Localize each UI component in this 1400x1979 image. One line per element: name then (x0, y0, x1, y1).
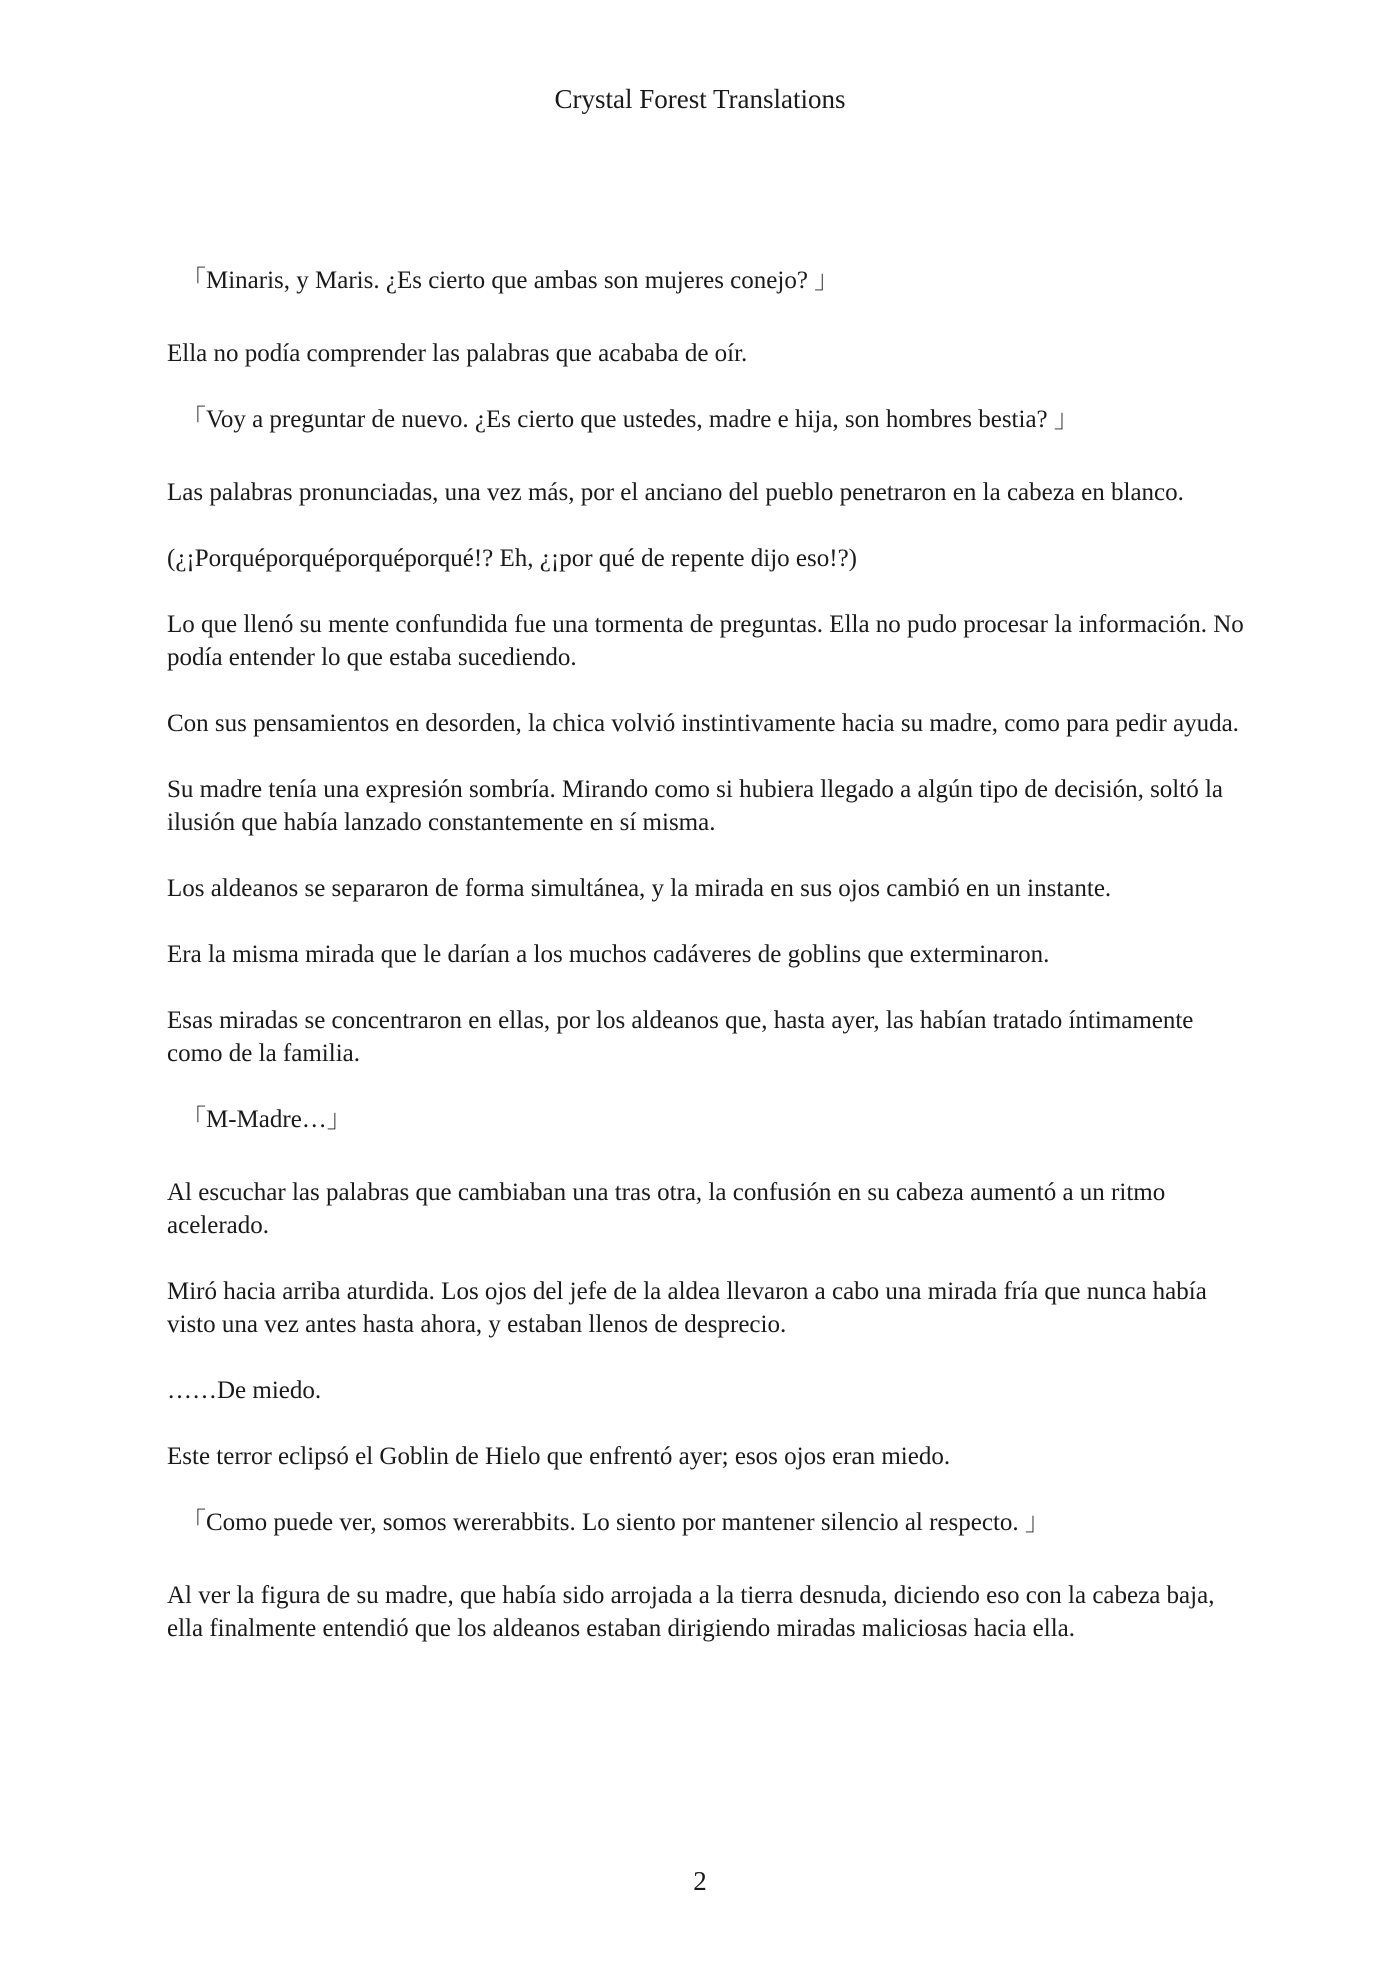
paragraph: Ella no podía comprender las palabras que acababa de oír. (167, 340, 748, 367)
page-header: Crystal Forest Translations (554, 84, 846, 114)
paragraph: ……De miedo. (167, 1377, 322, 1404)
paragraph-dialogue: 「Voy a preguntar de nuevo. ¿Es cierto que ustedes, madre e hija, son hombres bestia? 」 (181, 406, 1079, 433)
paragraph: Al escuchar las palabras que cambiaban una tras otra, la confusión en su cabeza aumentó a un ritmo acelerado. (167, 1179, 1166, 1239)
document-body (167, 256, 1247, 1678)
paragraph-thought: (¿¡Porquéporquéporquéporqué!? Eh, ¿¡por qué de repente dijo eso!?) (167, 545, 857, 572)
paragraph: Los aldeanos se separaron de forma simultánea, y la mirada en sus ojos cambió en un instante. (167, 875, 1112, 902)
paragraph: Esas miradas se concentraron en ellas, por los aldeanos que, hasta ayer, las habían tratado íntimamente como de la familia. (167, 1007, 1194, 1067)
paragraph: Era la misma mirada que le darían a los muchos cadáveres de goblins que exterminaron. (167, 941, 1050, 968)
paragraph: Su madre tenía una expresión sombría. Mirando como si hubiera llegado a algún tipo de decisión, soltó la ilusión que había lanzado constantemente en sí misma. (167, 776, 1223, 836)
paragraph: Miró hacia arriba aturdida. Los ojos del jefe de la aldea llevaron a cabo una mirada fría que nunca había visto una vez antes hasta ahora, y estaban llenos de desprecio. (167, 1278, 1207, 1338)
paragraph: Este terror eclipsó el Goblin de Hielo que enfrentó ayer; esos ojos eran miedo. (167, 1443, 951, 1470)
paragraph: Con sus pensamientos en desorden, la chica volvió instintivamente hacia su madre, como para pedir ayuda. (167, 710, 1239, 737)
paragraph: Lo que llenó su mente confundida fue una tormenta de preguntas. Ella no pudo procesar la información. No podía entender lo que estaba sucediendo. (167, 611, 1244, 671)
paragraph-dialogue: 「M-Madre…」 (181, 1106, 352, 1133)
paragraph-dialogue: 「Como puede ver, somos wererabbits. Lo siento por mantener silencio al respecto. 」 (181, 1509, 1050, 1536)
paragraph: Al ver la figura de su madre, que había sido arrojada a la tierra desnuda, diciendo eso con la cabeza baja, ella finalmente entendió que los aldeanos estaban dirigiendo miradas maliciosas hacia ella. (167, 1582, 1215, 1642)
page-number: 2 (693, 1866, 707, 1896)
paragraph: Las palabras pronunciadas, una vez más, por el anciano del pueblo penetraron en la cabeza en blanco. (167, 479, 1184, 506)
paragraph-dialogue: 「Minaris, y Maris. ¿Es cierto que ambas son mujeres conejo? 」 (181, 267, 840, 294)
